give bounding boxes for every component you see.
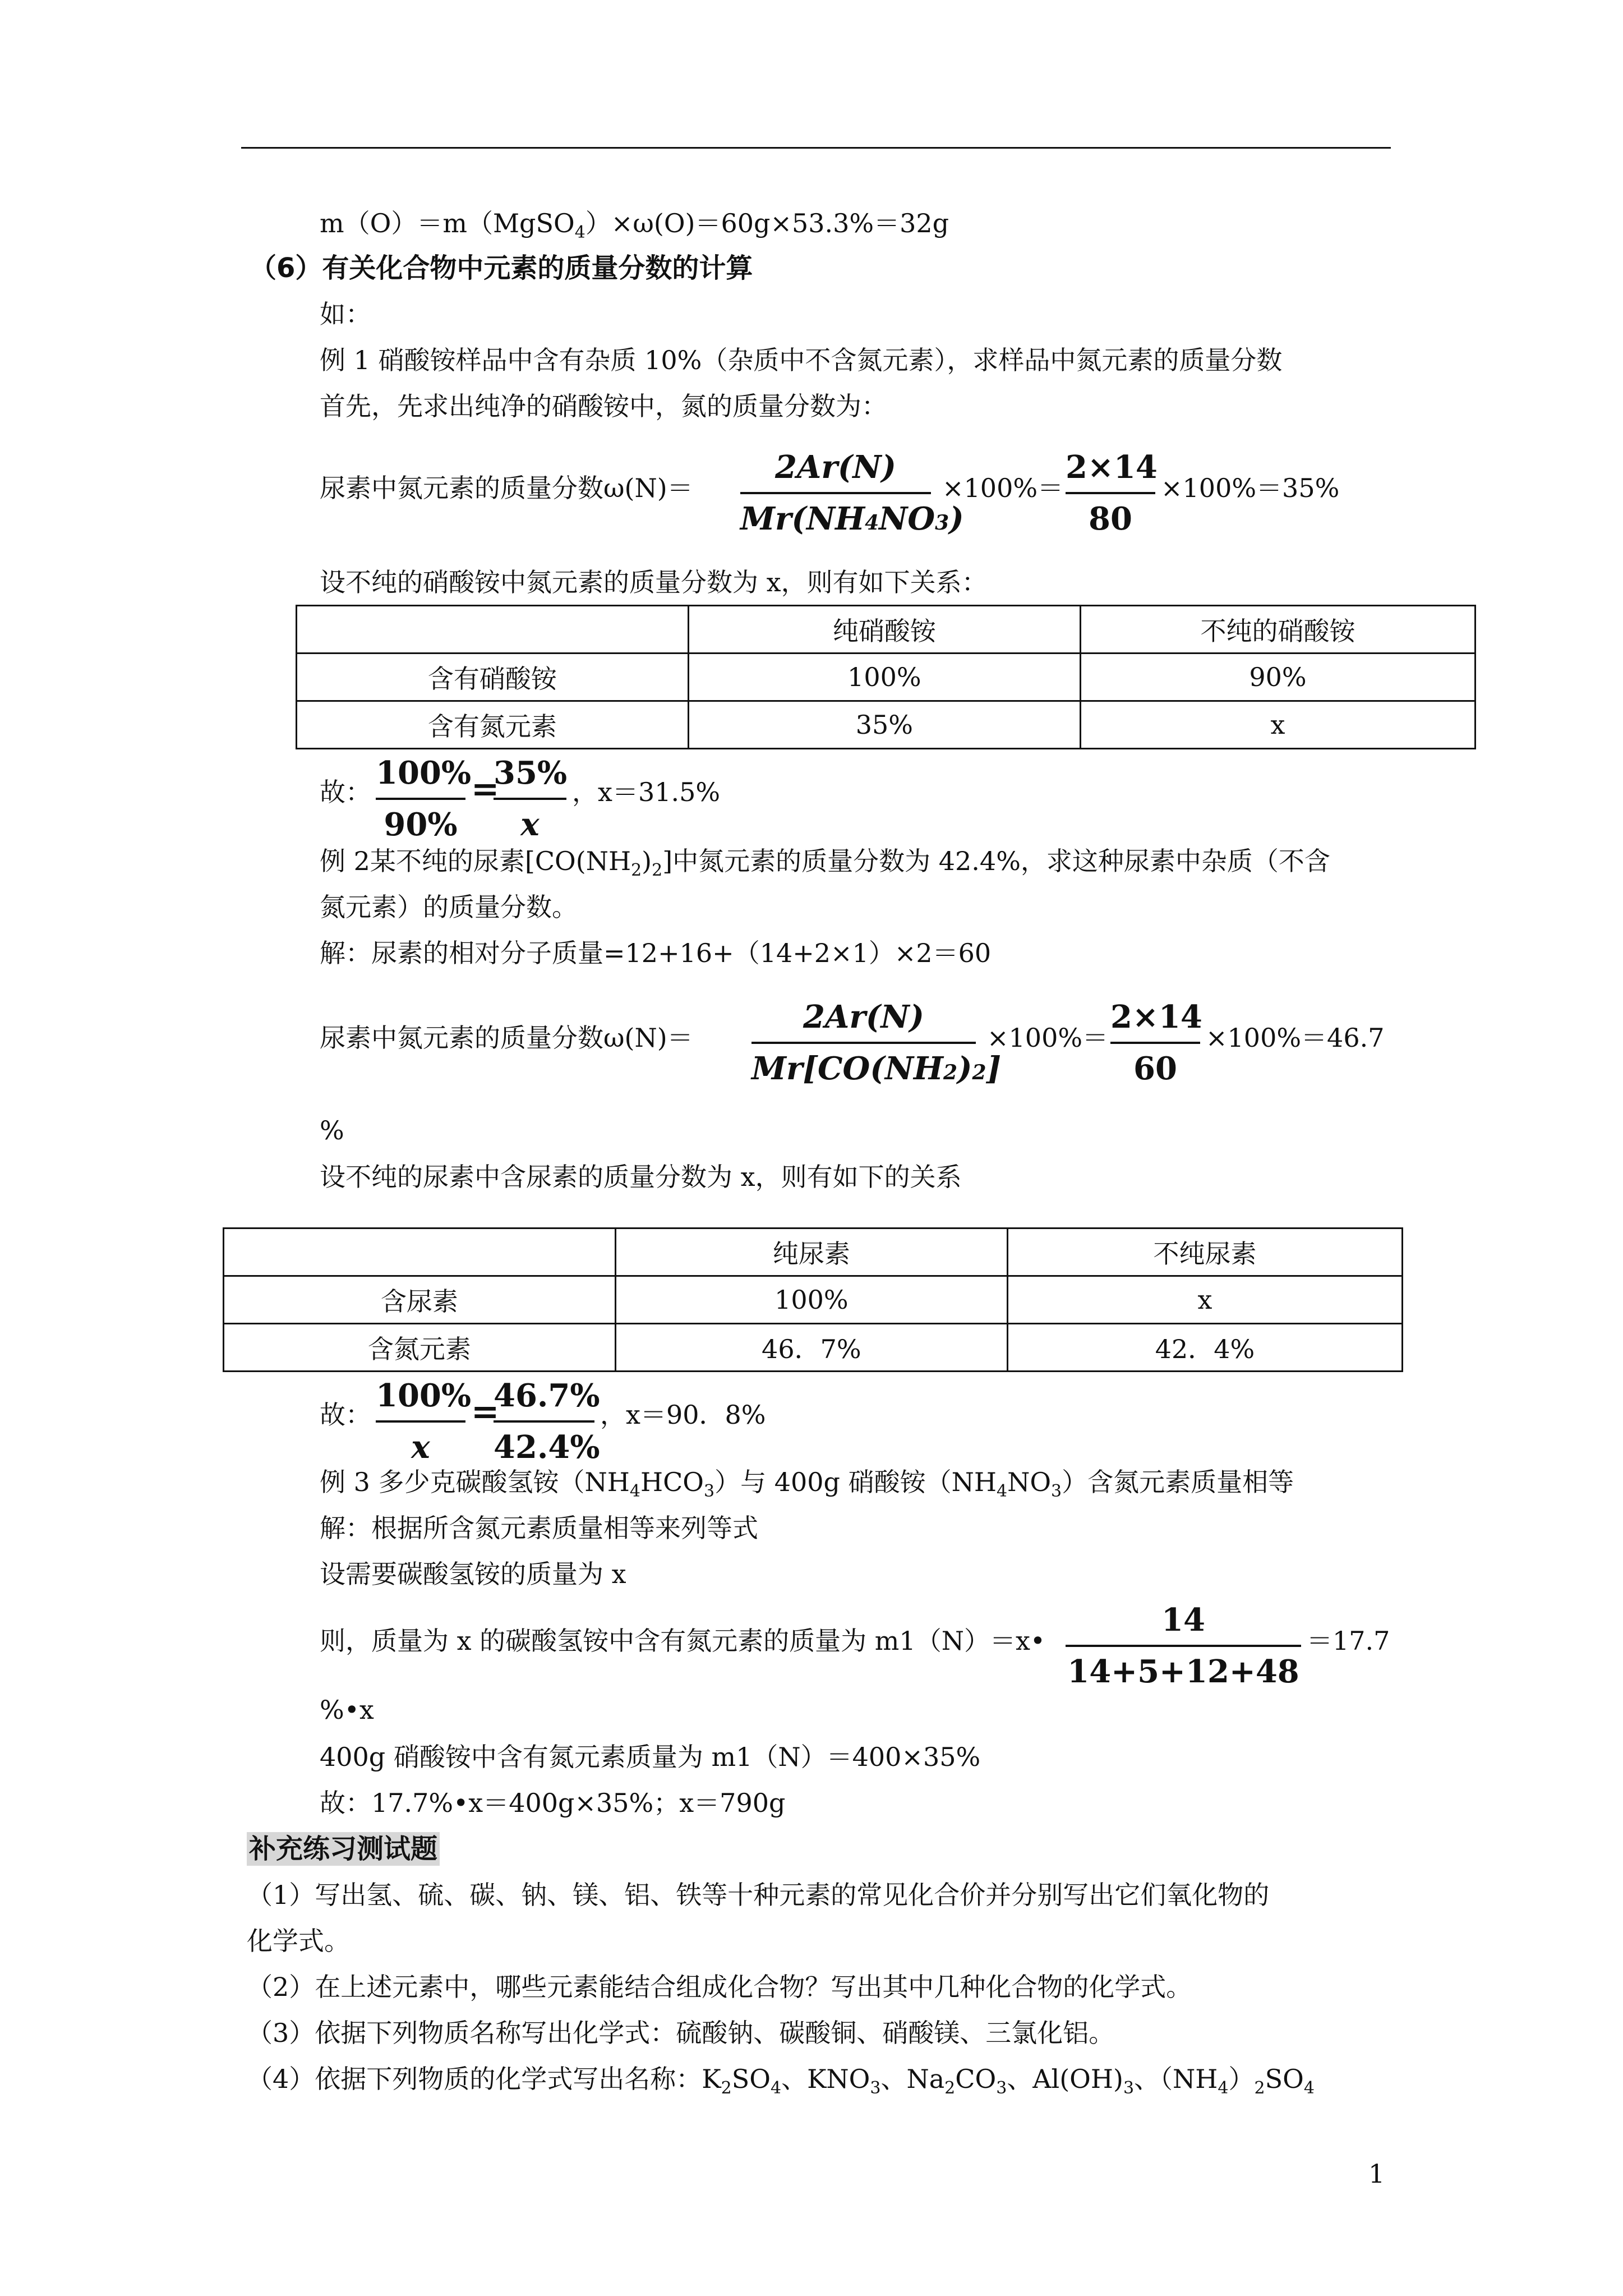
table-cell: 含氮元素 [224,1324,616,1372]
example-2-result: ×100%＝46.7 [1206,1023,1385,1053]
supplement-q2: （2）在上述元素中，哪些元素能结合组成化合物？写出其中几种化合物的化学式。 [247,1972,1192,2002]
example-3-solve: 解：根据所含氮元素质量相等来列等式 [320,1513,758,1543]
table-cell: 含尿素 [224,1276,616,1324]
example-1-table [296,605,1476,749]
example-1-conclusion-label: 故： [320,777,371,807]
example-2-conclusion-fraction-1: 100% x [376,1377,472,1466]
example-1-fraction-numeric: 2×14 80 [1066,449,1158,537]
example-1-fraction-main: 2Ar(N) Mr(NH4NO3) [740,449,964,537]
example-2-result-cont: % [320,1115,344,1145]
example-2-fraction-numeric: 2×14 60 [1110,999,1202,1087]
example-2-title: 例 2某不纯的尿素$[CO(NH_2)_2]$中氮元素的质量分数为 42.4%，求这种尿素中杂质（不含 [320,846,1330,881]
table-cell: 42．4% [1007,1324,1402,1372]
example-3-cont: %•x [320,1695,374,1725]
example-2-conclusion-fraction-2: 46.7% 42.4% [494,1377,600,1466]
table-cell: 46．7% [615,1324,1007,1372]
table-cell: 不纯的硝酸铵 [1080,606,1475,654]
example-2-times100: ×100%＝ [987,1023,1109,1053]
table-row [224,1276,1403,1324]
example-3-fraction: 14 14+5+12+48 [1066,1599,1301,1693]
supplement-q1-line1: （1）写出氢、硫、碳、钠、镁、铝、铁等十种元素的常见化合价并分别写出它们氧化物的 [247,1880,1270,1910]
example-3-title: 例 3 多少克碳酸氢铵$(NH_4HCO_3)$与 400g 硝酸铵$(NH_4NO_3)$含氮元素质量相等 [320,1467,1294,1502]
table-row [297,606,1476,654]
table-cell: 纯尿素 [615,1228,1007,1276]
table-cell: 100% [615,1276,1007,1324]
example-2-equals: = [471,1392,500,1432]
table-cell: x [1080,701,1475,749]
page-number: 1 [1368,2159,1385,2189]
example-1-title: 例 1 硝酸铵样品中含有杂质 10%（杂质中不含氮元素），求样品中氮元素的质量分数 [320,345,1283,375]
section-6-title: （6）有关化合物中元素的质量分数的计算 [250,252,753,284]
example-1-times100: ×100%＝ [942,473,1064,503]
example-1-conclusion-result: ，x＝31.5% [572,777,721,807]
example-1-conclusion-fraction-2: 35% x [494,754,568,843]
table-row [297,701,1476,749]
ru-label: 如： [320,299,371,329]
table-cell: 不纯尿素 [1007,1228,1402,1276]
line-mass-oxygen: m（O）＝m（MgSO$_4$）×ω(O)＝60g×53.3%＝32g [320,208,949,243]
example-1-equals: = [471,770,500,809]
table-cell: x [1007,1276,1402,1324]
example-2-conclusion-result: ，x＝90．8% [600,1400,766,1430]
table-cell [224,1228,616,1276]
example-3-line-400: 400g 硝酸铵中含有氮元素质量为 m1（N）＝400×35% [320,1742,981,1772]
supplement-q3: （3）依据下列物质名称写出化学式：硫酸钠、碳酸铜、硝酸镁、三氯化铝。 [247,2018,1115,2048]
example-3-assume: 设需要碳酸氢铵的质量为 x [320,1559,626,1589]
table-cell: 含有氮元素 [297,701,689,749]
table-row [297,654,1476,701]
supplement-q1-line2: 化学式。 [247,1926,350,1956]
supplement-q4: （4）依据下列物质的化学式写出名称：$K_2SO_4$、$KNO_3$、$Na_2CO_3$、$Al(OH)_3$、$(NH_4)_2SO_4$ [247,2064,1315,2099]
example-2-conclusion-label: 故： [320,1400,371,1430]
table-cell: 90% [1080,654,1475,701]
example-2-table [223,1227,1403,1372]
table-cell: 100% [688,654,1080,701]
example-2-formula-label: 尿素中氮元素的质量分数ω(N)＝ [320,1023,693,1053]
table-cell: 纯硝酸铵 [688,606,1080,654]
table-cell: 含有硝酸铵 [297,654,689,701]
example-3-fraction-result: ＝17.7 [1307,1626,1390,1656]
example-2-solve: 解：尿素的相对分子质量=12+16+（14+2×1）×2＝60 [320,938,992,968]
table-row [224,1228,1403,1276]
table-cell [297,606,689,654]
example-3-then: 则，质量为 x 的碳酸氢铵中含有氮元素的质量为 m1（N）＝x• [320,1626,1046,1656]
example-2-setup: 设不纯的尿素中含尿素的质量分数为 x，则有如下的关系 [320,1162,962,1192]
table-row [224,1324,1403,1372]
example-3-conclusion: 故：17.7%•x＝400g×35%；x＝790g [320,1788,786,1818]
example-1-result: ×100%＝35% [1161,473,1340,503]
header-rule [241,147,1391,149]
example-1-setup: 设不纯的硝酸铵中氮元素的质量分数为 x，则有如下关系： [320,567,988,597]
table-cell: 35% [688,701,1080,749]
example-1-step1: 首先，先求出纯净的硝酸铵中，氮的质量分数为： [320,391,887,421]
example-2-title-line2: 氮元素）的质量分数。 [320,892,578,922]
example-2-fraction-main: 2Ar(N) Mr[CO(NH2)2] [751,999,1002,1087]
supplement-title: 补充练习测试题 [247,1832,440,1866]
example-1-formula-label: 尿素中氮元素的质量分数ω(N)＝ [320,473,693,503]
example-1-conclusion-fraction-1: 100% 90% [376,754,472,843]
